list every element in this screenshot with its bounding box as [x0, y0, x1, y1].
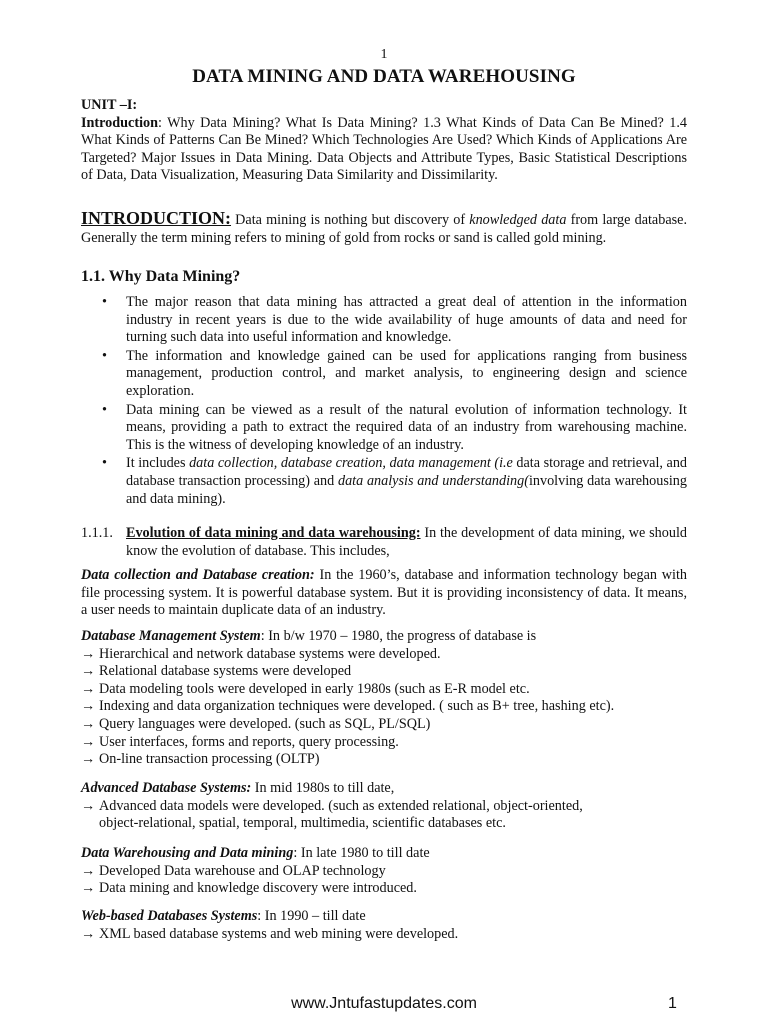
arrow-icon: → — [81, 680, 96, 697]
bullet-dot: • — [102, 294, 107, 310]
web-text: : In 1990 – till date — [257, 908, 366, 924]
arrow-icon: → — [81, 797, 96, 814]
section-1-1-1-heading: Evolution of data mining and data warehousing: — [126, 525, 421, 541]
advanced-item — [81, 798, 687, 816]
dbms-block — [81, 628, 687, 769]
warehousing-heading-line — [81, 845, 687, 863]
dbms-item — [81, 698, 687, 716]
dbms-item-text: Data modeling tools were developed in early 1980s (such as E-R model etc. — [99, 680, 530, 697]
dbms-heading-line — [81, 628, 687, 646]
advanced-block — [81, 780, 687, 833]
footer-url-link[interactable]: www.Jntufastupdates.com — [291, 995, 477, 1012]
arrow-icon: → — [81, 862, 96, 879]
bullet4-c: data storage and retrieval, and database transaction processing) and — [126, 455, 688, 489]
advanced-label: Advanced Database Systems: — [81, 780, 252, 796]
data-collection-text: In the 1960’s, database and information technology began with file processing system. It is powerful database system. But it is providing inconsistency of data. It means, a user needs to maintain duplicate data of an industry. — [81, 567, 688, 619]
dbms-item-text: Indexing and data organization techniques were developed. ( such as B+ tree, hashing etc). — [99, 698, 615, 715]
bullet-dot: • — [102, 401, 107, 418]
dbms-label: Database Management System — [81, 628, 261, 644]
document-title: DATA MINING AND DATA WAREHOUSING — [192, 66, 576, 87]
web-label: Web-based Databases Systems — [81, 908, 258, 924]
introduction-text-a: Data mining is nothing but discovery of — [231, 212, 470, 228]
dbms-text: : In b/w 1970 – 1980, the progress of database is — [260, 628, 537, 644]
bullet4-e: involving data warehousing and data mining). — [126, 472, 687, 507]
bullet4-b: data collection, database creation, data management (i.e — [189, 455, 513, 472]
data-collection-label: Data collection and Database creation: — [81, 567, 315, 583]
bullet-dot: • — [102, 347, 107, 364]
warehousing-item-text: Developed Data warehouse and OLAP technology — [99, 862, 386, 879]
arrow-icon: → — [81, 880, 96, 897]
web-item-text: XML based database systems and web mining were developed. — [99, 925, 459, 942]
dbms-item-text: On-line transaction processing (OLTP) — [99, 751, 320, 768]
bullet-item — [81, 455, 687, 508]
footer-page-number: 1 — [668, 995, 677, 1012]
unit-intro-text: : Why Data Mining? What Is Data Mining? 1.3 What Kinds of Data Can Be Mined? 1.4 What Kinds of Patterns Can Be Mined? Which Technologies Are Used? Which Kinds of Applications Are Targeted? Major Issues in Data Mining. Data Objects and Attribute Types, Basic Statistical Descriptions of Data, Data Visualization, Measuring Data Similarity and Dissimilarity. — [81, 114, 687, 184]
unit-intro-paragraph — [81, 115, 687, 185]
bullet-item — [81, 348, 687, 401]
page-number-top: 1 — [380, 47, 388, 62]
introduction-text-b: from large database. Generally the term mining refers to mining of gold from rocks or sand is called gold mining. — [81, 212, 687, 246]
bullet4-a: It includes — [126, 455, 190, 472]
bullet-item — [81, 294, 687, 347]
data-collection-paragraph — [81, 567, 687, 620]
dbms-item-text: User interfaces, forms and reports, query processing. — [99, 733, 399, 750]
introduction-paragraph — [81, 210, 687, 247]
bullet-item — [81, 402, 687, 455]
bullet-dot: • — [102, 455, 107, 472]
why-bullets — [81, 294, 687, 509]
arrow-icon: → — [81, 733, 96, 750]
dbms-item — [81, 716, 687, 734]
arrow-icon: → — [81, 751, 96, 768]
unit-heading: UNIT –I: — [81, 97, 138, 113]
unit-intro-label: Introduction — [81, 114, 158, 131]
arrow-icon: → — [81, 663, 96, 680]
arrow-icon: → — [81, 645, 96, 662]
web-heading-line — [81, 908, 687, 926]
advanced-heading-line — [81, 780, 687, 798]
arrow-icon: → — [81, 698, 96, 715]
advanced-text: In mid 1980s to till date, — [251, 780, 395, 796]
introduction-text-italic: knowledged data — [469, 212, 567, 228]
warehousing-label: Data Warehousing and Data mining — [81, 845, 294, 861]
warehousing-item — [81, 863, 687, 881]
dbms-item — [81, 646, 687, 664]
warehousing-item — [81, 880, 687, 898]
introduction-heading: INTRODUCTION: — [81, 208, 232, 228]
arrow-icon: → — [81, 925, 96, 942]
unit-block — [81, 97, 687, 185]
dbms-item-text: Relational database systems were developed — [99, 663, 352, 680]
dbms-item — [81, 734, 687, 752]
dbms-item — [81, 681, 687, 699]
bullet-text: The information and knowledge gained can be used for applications ranging from business management, production control, and market analysis, to engineering design and science exploration. — [126, 347, 687, 399]
dbms-item — [81, 751, 687, 769]
dbms-item-text: Hierarchical and network database systems were developed. — [99, 645, 441, 662]
section-1-1-1 — [81, 525, 687, 560]
bullet-text: The major reason that data mining has attracted a great deal of attention in the information industry in recent years is due to the wide availability of huge amounts of data and need for turning such data into useful information and knowledge. — [126, 294, 687, 346]
arrow-icon: → — [81, 715, 96, 732]
section-1-1-1-number: 1.1.1. — [81, 525, 113, 541]
web-item — [81, 926, 687, 944]
warehousing-text: : In late 1980 to till date — [293, 845, 430, 861]
advanced-item-continued: object-relational, spatial, temporal, multimedia, scientific databases etc. — [99, 815, 506, 832]
bullet-text: Data mining can be viewed as a result of the natural evolution of information technology. It means, providing a path to extract the required data of an industry from warehousing machine. This is the witness of developing knowledge of an industry. — [126, 401, 687, 453]
section-1-1-1-body — [81, 525, 687, 560]
bullet4-d: data analysis and understanding( — [337, 472, 529, 489]
warehousing-item-text: Data mining and knowledge discovery were introduced. — [99, 880, 417, 897]
dbms-item — [81, 663, 687, 681]
warehousing-block — [81, 845, 687, 898]
dbms-item-text: Query languages were developed. (such as SQL, PL/SQL) — [99, 715, 431, 732]
section-1-1-1-text: In the development of data mining, we should know the evolution of database. This includes, — [126, 525, 687, 559]
advanced-item-text: Advanced data models were developed. (such as extended relational, object-oriented, — [99, 797, 583, 814]
web-block — [81, 908, 687, 943]
section-1-1-heading: 1.1. Why Data Mining? — [81, 268, 241, 285]
